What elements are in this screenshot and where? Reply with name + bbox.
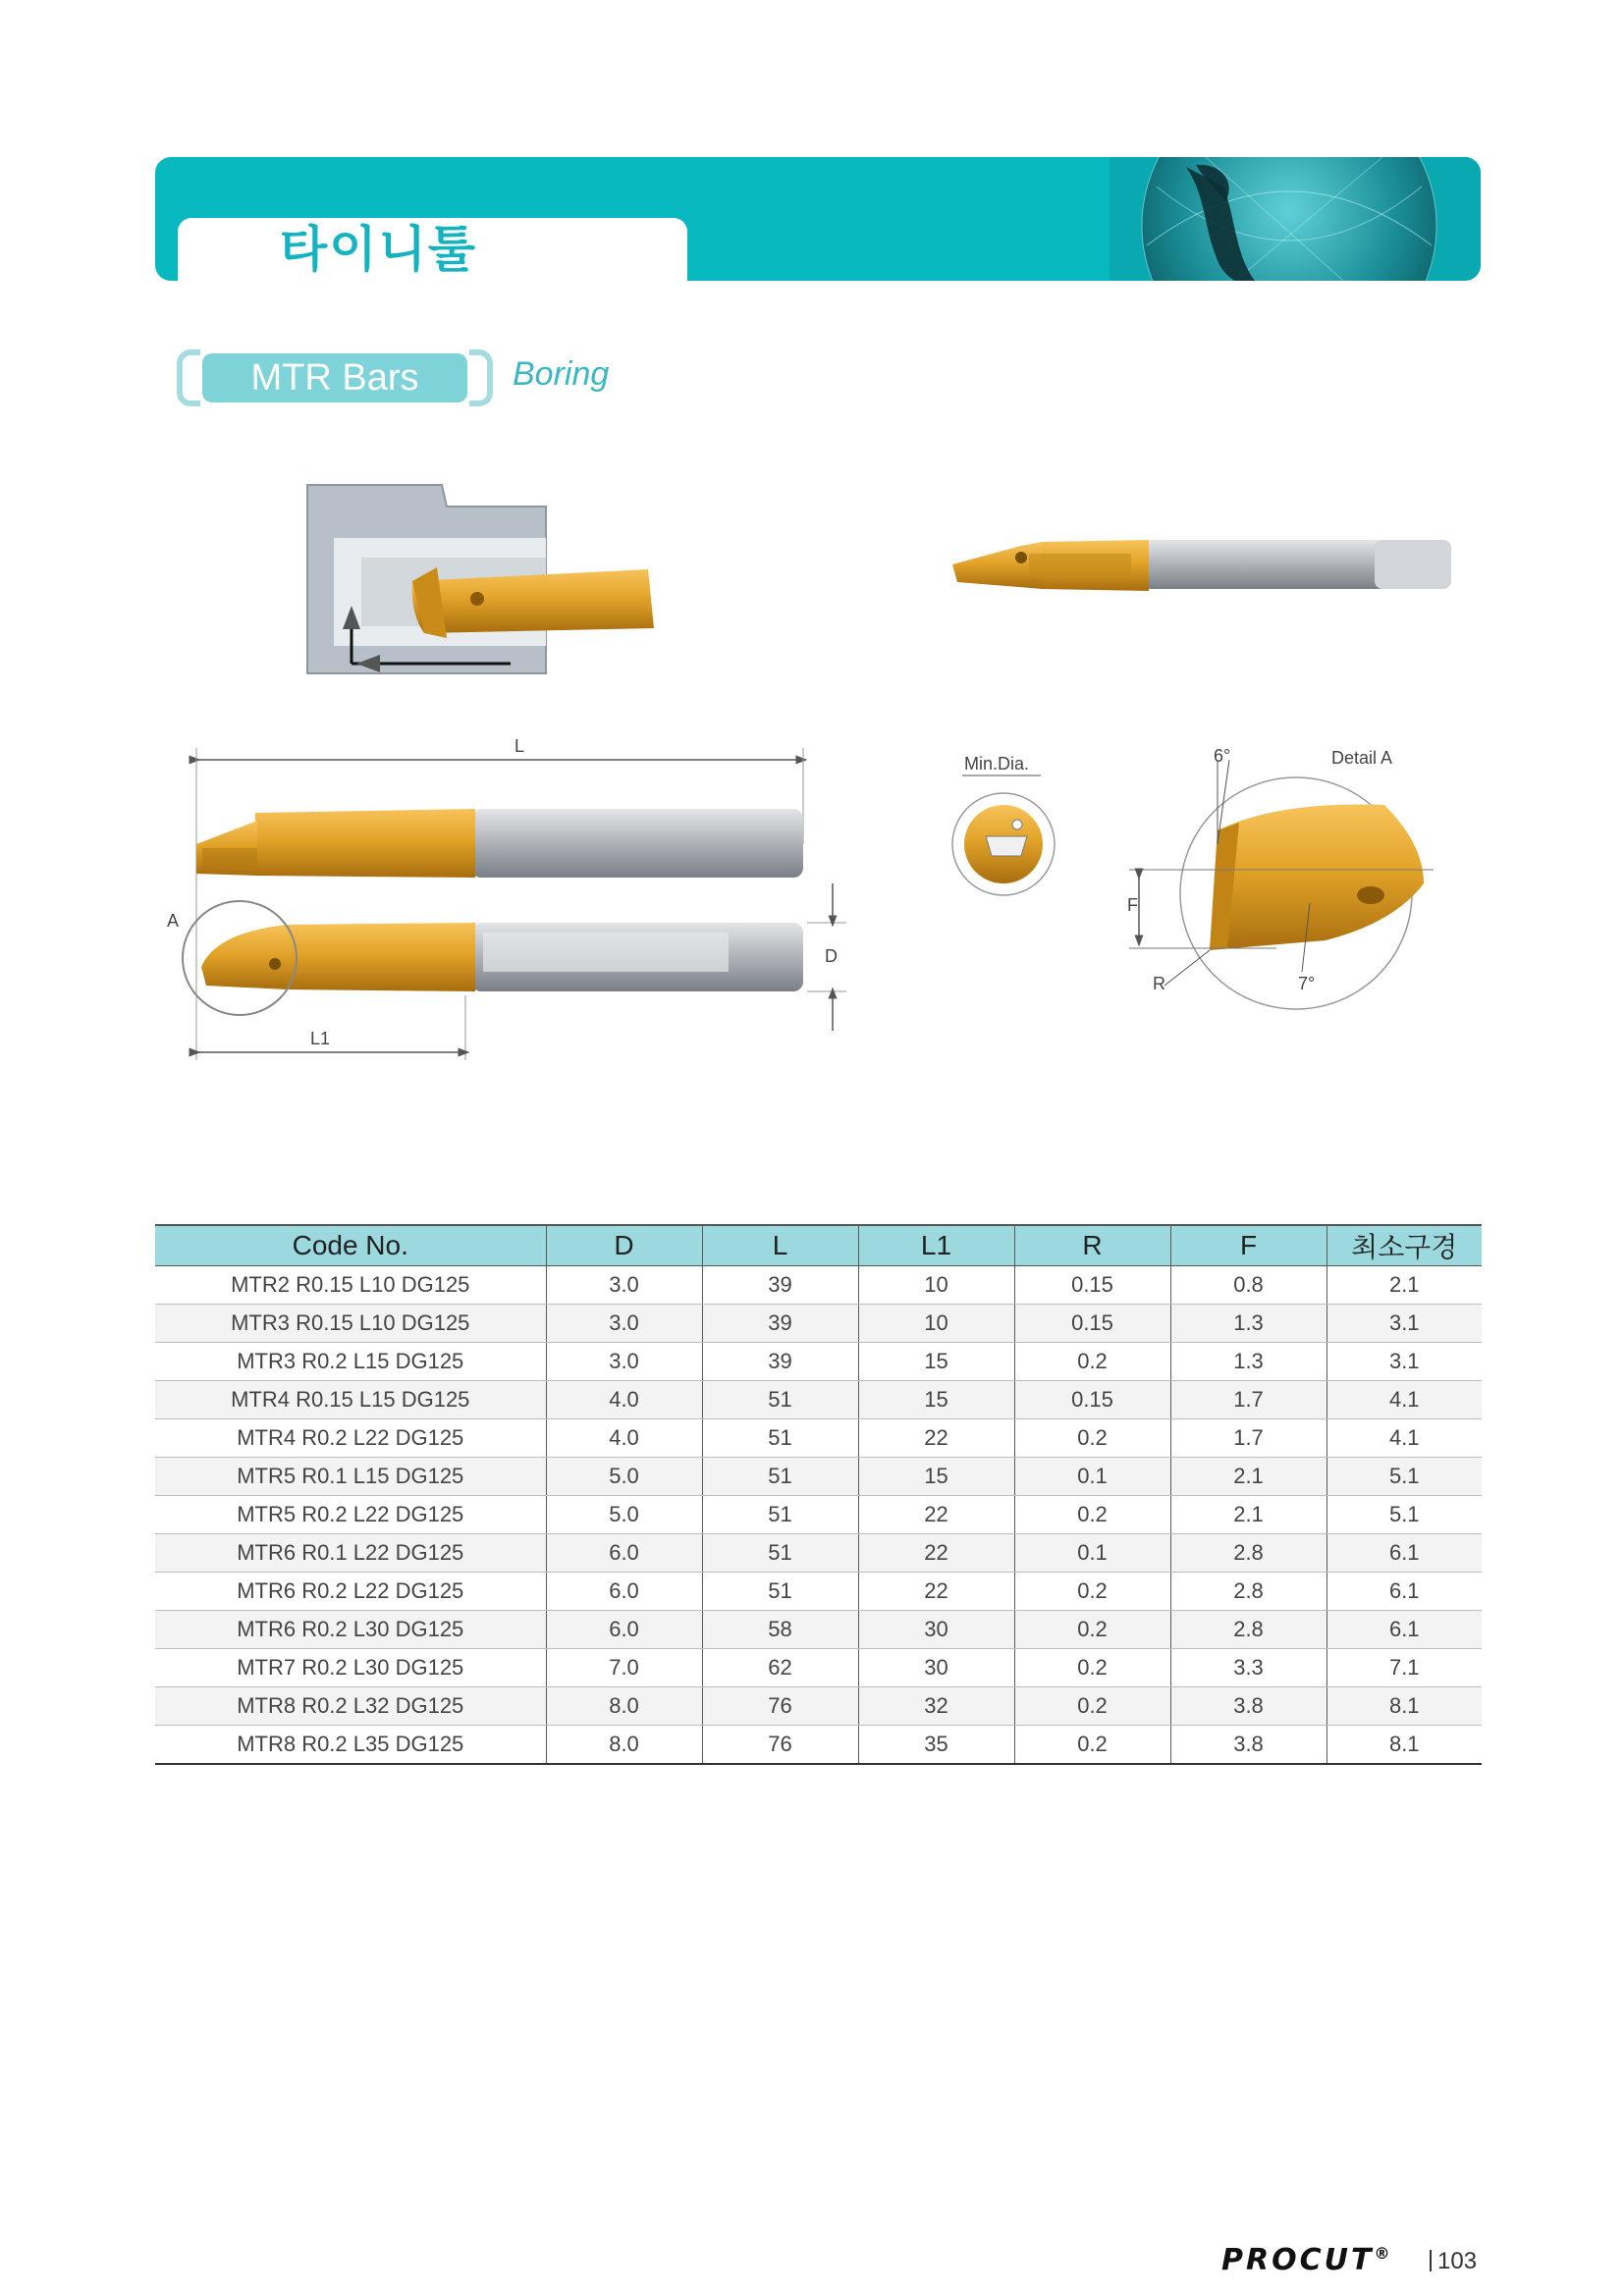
table-row [155, 1343, 1482, 1381]
dim-label-a: A [167, 911, 180, 931]
table-cell: MTR7 R0.2 L30 DG125 [155, 1649, 546, 1687]
table-cell: 2.1 [1170, 1496, 1326, 1534]
table-cell: MTR6 R0.2 L30 DG125 [155, 1611, 546, 1649]
table-cell: 0.15 [1014, 1381, 1170, 1419]
table-cell: 15 [858, 1343, 1014, 1381]
table-row [155, 1611, 1482, 1649]
table-cell: MTR4 R0.2 L22 DG125 [155, 1419, 546, 1458]
table-cell: 0.15 [1014, 1305, 1170, 1343]
table-cell: 6.1 [1326, 1534, 1482, 1573]
table-cell: 6.0 [546, 1611, 702, 1649]
table-cell: 2.8 [1170, 1611, 1326, 1649]
table-cell: 51 [702, 1573, 858, 1611]
min-dia-label: Min.Dia. [964, 754, 1030, 774]
table-cell: 76 [702, 1687, 858, 1726]
r-label: R [1153, 974, 1165, 993]
table-cell: 0.2 [1014, 1611, 1170, 1649]
table-cell: 1.3 [1170, 1343, 1326, 1381]
table-cell: 3.1 [1326, 1305, 1482, 1343]
table-cell: 39 [702, 1266, 858, 1305]
angle-7-label: 7° [1298, 974, 1316, 993]
table-cell: 0.2 [1014, 1726, 1170, 1765]
table-cell: 8.1 [1326, 1726, 1482, 1765]
table-row [155, 1496, 1482, 1534]
table-row [155, 1305, 1482, 1343]
table-cell: 4.1 [1326, 1381, 1482, 1419]
table-cell: 2.8 [1170, 1573, 1326, 1611]
table-cell: 3.1 [1326, 1343, 1482, 1381]
registered-mark: ® [1374, 2244, 1390, 2263]
table-cell: 10 [858, 1266, 1014, 1305]
table-cell: 1.7 [1170, 1381, 1326, 1419]
table-cell: 5.0 [546, 1458, 702, 1496]
table-cell: 6.1 [1326, 1573, 1482, 1611]
header-l1: L1 [858, 1225, 1014, 1266]
table-row [155, 1266, 1482, 1305]
table-cell: 39 [702, 1305, 858, 1343]
dim-label-l: L [514, 736, 525, 756]
table-row [155, 1649, 1482, 1687]
table-cell: 0.2 [1014, 1343, 1170, 1381]
table-row [155, 1573, 1482, 1611]
table-cell: MTR5 R0.2 L22 DG125 [155, 1496, 546, 1534]
table-cell: 51 [702, 1381, 858, 1419]
table-cell: 3.8 [1170, 1687, 1326, 1726]
header-min-bore: 최소구경 [1326, 1225, 1482, 1266]
header-l: L [702, 1225, 858, 1266]
table-cell: 76 [702, 1726, 858, 1765]
table-cell: 0.8 [1170, 1266, 1326, 1305]
table-cell: 15 [858, 1381, 1014, 1419]
f-dim-label: F [1127, 895, 1138, 915]
table-cell: 32 [858, 1687, 1014, 1726]
table-cell: 2.1 [1326, 1266, 1482, 1305]
table-cell: 4.0 [546, 1419, 702, 1458]
table-cell: 39 [702, 1343, 858, 1381]
tool-photo [952, 540, 1451, 591]
angle-6-label: 6° [1214, 746, 1231, 766]
table-cell: 22 [858, 1419, 1014, 1458]
section-subtitle: Boring [513, 355, 610, 393]
table-cell: 6.1 [1326, 1611, 1482, 1649]
table-cell: 0.2 [1014, 1649, 1170, 1687]
table-cell: 4.1 [1326, 1419, 1482, 1458]
table-cell: 0.2 [1014, 1496, 1170, 1534]
section-label: MTR Bars [202, 353, 467, 402]
table-cell: 8.1 [1326, 1687, 1482, 1726]
table-cell: 51 [702, 1458, 858, 1496]
page-number-value: 103 [1437, 2248, 1478, 2274]
header-r: R [1014, 1225, 1170, 1266]
table-cell: 51 [702, 1419, 858, 1458]
tool-dimension-drawing [167, 736, 846, 1060]
table-cell: 7.1 [1326, 1649, 1482, 1687]
table-cell: 6.0 [546, 1573, 702, 1611]
table-cell: 5.0 [546, 1496, 702, 1534]
table-cell: 0.2 [1014, 1687, 1170, 1726]
table-cell: 58 [702, 1611, 858, 1649]
table-cell: MTR8 R0.2 L35 DG125 [155, 1726, 546, 1765]
table-row [155, 1381, 1482, 1419]
brand-logo [1221, 2243, 1389, 2277]
boring-operation-illustration [307, 485, 654, 673]
table-cell: 0.15 [1014, 1266, 1170, 1305]
spec-table [155, 1224, 1482, 1765]
table-cell: 22 [858, 1496, 1014, 1534]
table-cell: 0.2 [1014, 1419, 1170, 1458]
table-cell: 10 [858, 1305, 1014, 1343]
table-cell: 3.0 [546, 1343, 702, 1381]
table-cell: MTR6 R0.2 L22 DG125 [155, 1573, 546, 1611]
table-cell: 2.8 [1170, 1534, 1326, 1573]
table-cell: 3.3 [1170, 1649, 1326, 1687]
dim-label-l1: L1 [310, 1029, 331, 1048]
table-cell: 1.7 [1170, 1419, 1326, 1458]
table-cell: 51 [702, 1534, 858, 1573]
table-row [155, 1419, 1482, 1458]
table-cell: 0.1 [1014, 1534, 1170, 1573]
table-cell: 22 [858, 1534, 1014, 1573]
detail-a-drawing [1127, 746, 1434, 1009]
table-cell: 30 [858, 1649, 1014, 1687]
tool-figures [0, 0, 1624, 1099]
table-cell: 3.8 [1170, 1726, 1326, 1765]
table-cell: 62 [702, 1649, 858, 1687]
table-cell: MTR8 R0.2 L32 DG125 [155, 1687, 546, 1726]
brand-name: PROCUT [1221, 2243, 1375, 2277]
table-cell: 7.0 [546, 1649, 702, 1687]
table-cell: 15 [858, 1458, 1014, 1496]
table-cell: 5.1 [1326, 1496, 1482, 1534]
detail-a-label: Detail A [1331, 748, 1393, 768]
min-dia-end-view [952, 754, 1055, 895]
table-row [155, 1534, 1482, 1573]
table-cell: 30 [858, 1611, 1014, 1649]
table-cell: 8.0 [546, 1687, 702, 1726]
table-cell: MTR3 R0.15 L10 DG125 [155, 1305, 546, 1343]
header-f: F [1170, 1225, 1326, 1266]
table-cell: 3.0 [546, 1305, 702, 1343]
table-cell: 0.2 [1014, 1573, 1170, 1611]
page-title: 타이니툴 [279, 221, 478, 278]
table-row [155, 1726, 1482, 1765]
table-cell: 5.1 [1326, 1458, 1482, 1496]
table-cell: MTR2 R0.15 L10 DG125 [155, 1266, 546, 1305]
table-cell: MTR4 R0.15 L15 DG125 [155, 1381, 546, 1419]
table-cell: 1.3 [1170, 1305, 1326, 1343]
dim-label-d: D [825, 946, 838, 966]
table-cell: 2.1 [1170, 1458, 1326, 1496]
table-row [155, 1687, 1482, 1726]
table-cell: 22 [858, 1573, 1014, 1611]
table-cell: 0.1 [1014, 1458, 1170, 1496]
table-cell: MTR3 R0.2 L15 DG125 [155, 1343, 546, 1381]
table-cell: 6.0 [546, 1534, 702, 1573]
table-cell: 4.0 [546, 1381, 702, 1419]
table-cell: 51 [702, 1496, 858, 1534]
page-number [1430, 2248, 1477, 2275]
table-cell: 35 [858, 1726, 1014, 1765]
table-cell: MTR5 R0.1 L15 DG125 [155, 1458, 546, 1496]
header-d: D [546, 1225, 702, 1266]
table-cell: 3.0 [546, 1266, 702, 1305]
table-row [155, 1458, 1482, 1496]
table-header-row [155, 1225, 1482, 1266]
table-cell: 8.0 [546, 1726, 702, 1765]
table-cell: MTR6 R0.1 L22 DG125 [155, 1534, 546, 1573]
header-code-no: Code No. [155, 1225, 546, 1266]
